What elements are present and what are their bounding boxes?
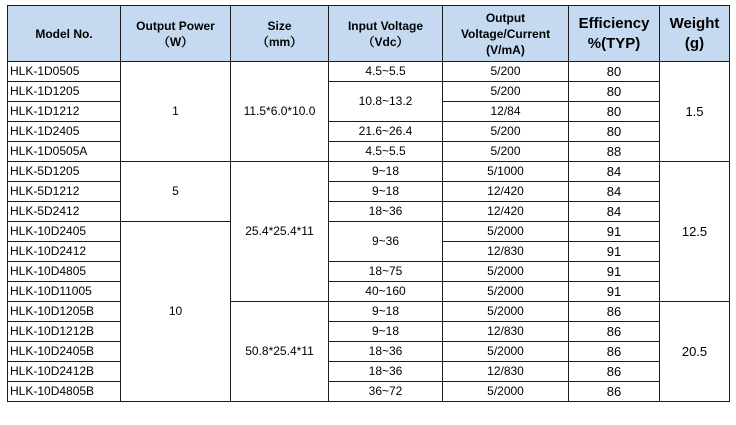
efficiency-cell: 86 bbox=[569, 322, 660, 342]
efficiency-cell: 84 bbox=[569, 182, 660, 202]
output-power-cell: 1 bbox=[121, 62, 231, 162]
output-va-cell: 5/200 bbox=[443, 82, 569, 102]
efficiency-cell: 86 bbox=[569, 342, 660, 362]
model-cell: HLK-1D1212 bbox=[8, 102, 121, 122]
output-va-cell: 5/1000 bbox=[443, 162, 569, 182]
input-voltage-cell: 4.5~5.5 bbox=[329, 142, 443, 162]
header-output-voltage-current-title: Output Voltage/Current bbox=[460, 10, 551, 41]
efficiency-cell: 80 bbox=[569, 82, 660, 102]
output-power-cell: 5 bbox=[121, 162, 231, 222]
table-row bbox=[8, 302, 730, 322]
output-power-cell: 10 bbox=[121, 222, 231, 402]
table-row bbox=[8, 142, 730, 162]
efficiency-cell: 86 bbox=[569, 382, 660, 402]
header-input-voltage-unit: （Vdc） bbox=[362, 34, 409, 49]
model-cell: HLK-10D4805B bbox=[8, 382, 121, 402]
header-weight bbox=[660, 6, 730, 62]
header-weight-title: Weight bbox=[669, 14, 720, 32]
model-cell: HLK-1D0505A bbox=[8, 142, 121, 162]
output-va-cell: 12/84 bbox=[443, 102, 569, 122]
weight-cell: 20.5 bbox=[660, 302, 730, 402]
weight-cell: 1.5 bbox=[660, 62, 730, 162]
model-cell: HLK-1D1205 bbox=[8, 82, 121, 102]
efficiency-cell: 86 bbox=[569, 362, 660, 382]
output-va-cell: 5/200 bbox=[443, 142, 569, 162]
model-cell: HLK-1D2405 bbox=[8, 122, 121, 142]
model-cell: HLK-10D2405B bbox=[8, 342, 121, 362]
model-cell: HLK-5D2412 bbox=[8, 202, 121, 222]
table-row bbox=[8, 342, 730, 362]
table-row bbox=[8, 162, 730, 182]
model-cell: HLK-10D2412 bbox=[8, 242, 121, 262]
table-row bbox=[8, 202, 730, 222]
efficiency-cell: 80 bbox=[569, 122, 660, 142]
header-input-voltage bbox=[329, 6, 443, 62]
input-voltage-cell: 9~18 bbox=[329, 182, 443, 202]
input-voltage-cell: 10.8~13.2 bbox=[329, 82, 443, 122]
header-efficiency bbox=[569, 6, 660, 62]
input-voltage-cell: 9~36 bbox=[329, 222, 443, 262]
table-row bbox=[8, 382, 730, 402]
table-row bbox=[8, 262, 730, 282]
output-va-cell: 5/2000 bbox=[443, 222, 569, 242]
efficiency-cell: 84 bbox=[569, 162, 660, 182]
table-row bbox=[8, 82, 730, 102]
efficiency-cell: 91 bbox=[569, 282, 660, 302]
output-va-cell: 12/830 bbox=[443, 322, 569, 342]
size-cell: 11.5*6.0*10.0 bbox=[231, 62, 329, 162]
output-va-cell: 12/420 bbox=[443, 182, 569, 202]
header-output-power-title: Output Power bbox=[136, 18, 215, 33]
model-cell: HLK-1D0505 bbox=[8, 62, 121, 82]
table-row bbox=[8, 322, 730, 342]
model-cell: HLK-5D1212 bbox=[8, 182, 121, 202]
model-cell: HLK-10D1205B bbox=[8, 302, 121, 322]
model-cell: HLK-10D1212B bbox=[8, 322, 121, 342]
header-weight-unit: (g) bbox=[684, 34, 705, 52]
model-cell: HLK-10D2405 bbox=[8, 222, 121, 242]
output-va-cell: 12/830 bbox=[443, 242, 569, 262]
table-row bbox=[8, 122, 730, 142]
input-voltage-cell: 9~18 bbox=[329, 302, 443, 322]
header-efficiency-unit: %(TYP) bbox=[587, 34, 641, 52]
output-va-cell: 5/2000 bbox=[443, 342, 569, 362]
output-va-cell: 5/2000 bbox=[443, 382, 569, 402]
model-cell: HLK-5D1205 bbox=[8, 162, 121, 182]
efficiency-cell: 86 bbox=[569, 302, 660, 322]
header-output-voltage-current-unit: (V/mA) bbox=[486, 42, 525, 57]
weight-cell: 12.5 bbox=[660, 162, 730, 302]
input-voltage-cell: 9~18 bbox=[329, 162, 443, 182]
size-cell: 25.4*25.4*11 bbox=[231, 162, 329, 302]
header-size-unit: （mm） bbox=[256, 34, 303, 49]
efficiency-cell: 80 bbox=[569, 62, 660, 82]
model-cell: HLK-10D11005 bbox=[8, 282, 121, 302]
table-row bbox=[8, 222, 730, 242]
table-row bbox=[8, 62, 730, 82]
output-va-cell: 5/2000 bbox=[443, 262, 569, 282]
table-row bbox=[8, 182, 730, 202]
efficiency-cell: 84 bbox=[569, 202, 660, 222]
efficiency-cell: 91 bbox=[569, 222, 660, 242]
input-voltage-cell: 4.5~5.5 bbox=[329, 62, 443, 82]
header-row bbox=[8, 6, 730, 62]
input-voltage-cell: 18~75 bbox=[329, 262, 443, 282]
header-size-title: Size bbox=[267, 18, 292, 33]
output-va-cell: 5/2000 bbox=[443, 302, 569, 322]
input-voltage-cell: 9~18 bbox=[329, 322, 443, 342]
input-voltage-cell: 40~160 bbox=[329, 282, 443, 302]
efficiency-cell: 91 bbox=[569, 242, 660, 262]
input-voltage-cell: 36~72 bbox=[329, 382, 443, 402]
header-output-voltage-current bbox=[443, 6, 569, 62]
model-cell: HLK-10D4805 bbox=[8, 262, 121, 282]
table-row bbox=[8, 362, 730, 382]
header-model bbox=[8, 6, 121, 62]
table-row bbox=[8, 282, 730, 302]
input-voltage-cell: 21.6~26.4 bbox=[329, 122, 443, 142]
header-input-voltage-title: Input Voltage bbox=[347, 18, 424, 33]
efficiency-cell: 88 bbox=[569, 142, 660, 162]
output-va-cell: 5/200 bbox=[443, 62, 569, 82]
output-va-cell: 12/830 bbox=[443, 362, 569, 382]
model-cell: HLK-10D2412B bbox=[8, 362, 121, 382]
output-va-cell: 5/2000 bbox=[443, 282, 569, 302]
output-va-cell: 5/200 bbox=[443, 122, 569, 142]
output-va-cell: 12/420 bbox=[443, 202, 569, 222]
spec-table bbox=[7, 5, 730, 402]
input-voltage-cell: 18~36 bbox=[329, 362, 443, 382]
header-efficiency-title: Efficiency bbox=[578, 14, 650, 32]
header-output-power bbox=[121, 6, 231, 62]
header-size bbox=[231, 6, 329, 62]
efficiency-cell: 80 bbox=[569, 102, 660, 122]
input-voltage-cell: 18~36 bbox=[329, 342, 443, 362]
size-cell: 50.8*25.4*11 bbox=[231, 302, 329, 402]
header-output-power-unit: （W） bbox=[157, 34, 194, 49]
header-model-title: Model No. bbox=[35, 26, 93, 41]
input-voltage-cell: 18~36 bbox=[329, 202, 443, 222]
efficiency-cell: 91 bbox=[569, 262, 660, 282]
